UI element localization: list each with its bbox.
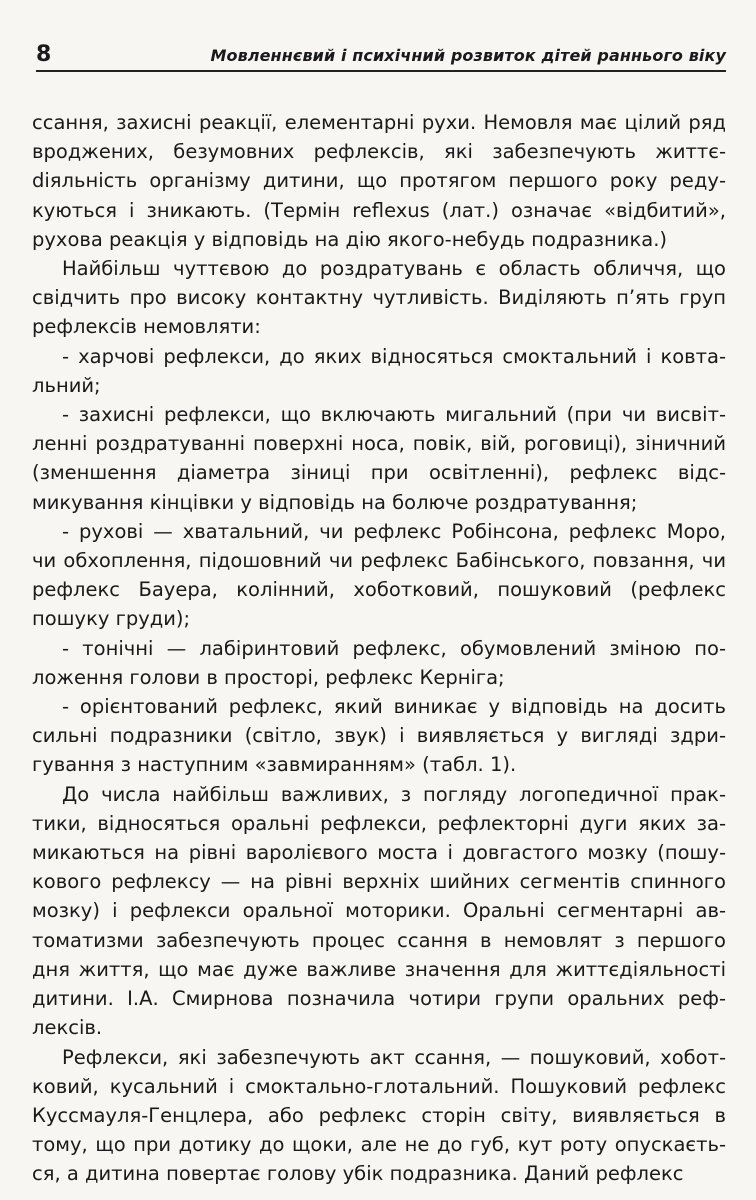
body-text: [32, 108, 726, 1189]
list-item-motor-reflexes: - рухові — хватальний, чи рефлекс Робінсона, рефлекс Моро, чи обхоплення, підошовний чи рефлекс Бабінського, повзання, чи рефлекс Бауера, колінний, хоботковий, пошуковий (рефлекс пошуку груди);: [32, 519, 726, 631]
list-item-protective-reflexes: - захисні рефлекси, що включають мигальний (при чи висвітленні роздратуванні поверхні носа, повік, вій, роговиці), зіничний (зменшення діаметра зіниці при освітленні), рефлекс відсмикування кінцівки у відповідь на болюче роздратування;: [32, 403, 726, 514]
list-item-orienting-reflex: - орієнтований рефлекс, який виникає у відповідь на досить сильні подразники (світло, звук) і виявляється у вигляді здригування з наступним «завмиранням» (табл. 1).: [32, 695, 726, 777]
paragraph-sucking-reflexes: Рефлекси, які забезпечують акт ссання, — пошуковий, хоботковий, кусальний і смоктально-глотальний. Пошуковий рефлекс Куссмауля-Генцлера, або рефлекс сторін світу, виявляється в тому, що при дотику до щоки, але не до губ, кут роту опускається, а дитина повертає голову убік подразника. Даний рефлекс: [32, 1045, 726, 1186]
list-item-tonic-reflexes: - тонічні — лабіринтовий рефлекс, обумовлений зміною положення голови в просторі, рефлекс Керніга;: [32, 636, 726, 689]
page-number: 8: [36, 42, 52, 67]
running-title: Мовленнєвий і психічний розвиток дітей раннього віку: [210, 46, 726, 65]
paragraph-intro: Найбільш чуттєвою до роздратувань є область обличчя, що свідчить про високу контактну чутливість. Виділяють п’ять груп рефлексів немовляти:: [32, 257, 726, 339]
paragraph-continuation: ссання, захисні реакції, елементарні рухи. Немовля має цілий ряд вроджених, безумовних рефлексів, які забезпечують життєdіяльність організму дитини, що протягом першого року редукуються і зникають. (Термін reflexus (лат.) означає «відбитий», рухова реакція у відповідь на дію якого-небудь подразника.): [32, 111, 726, 251]
paragraph-oral-reflexes: До числа найбільш важливих, з погляду логопедичної практики, відносяться оральні рефлекси, рефлекторні дуги яких замикаються на рівні варолієвого моста і довгастого мозку (пошукового рефлексу — на рівні верхніх шийних сегментів спинного мозку) і рефлекси оральної моторики. Оральні сегментарні автоматизми забезпечують процес ссання в немовлят з першого дня життя, що має дуже важливе значення для життєдіяльності дитини. І.А. Смирнова позначила чотири групи оральних рефлексів.: [32, 782, 726, 1040]
list-item-feeding-reflexes: - харчові рефлекси, до яких відносяться смоктальний і ковтальний;: [32, 344, 726, 397]
page-header: [36, 42, 726, 72]
